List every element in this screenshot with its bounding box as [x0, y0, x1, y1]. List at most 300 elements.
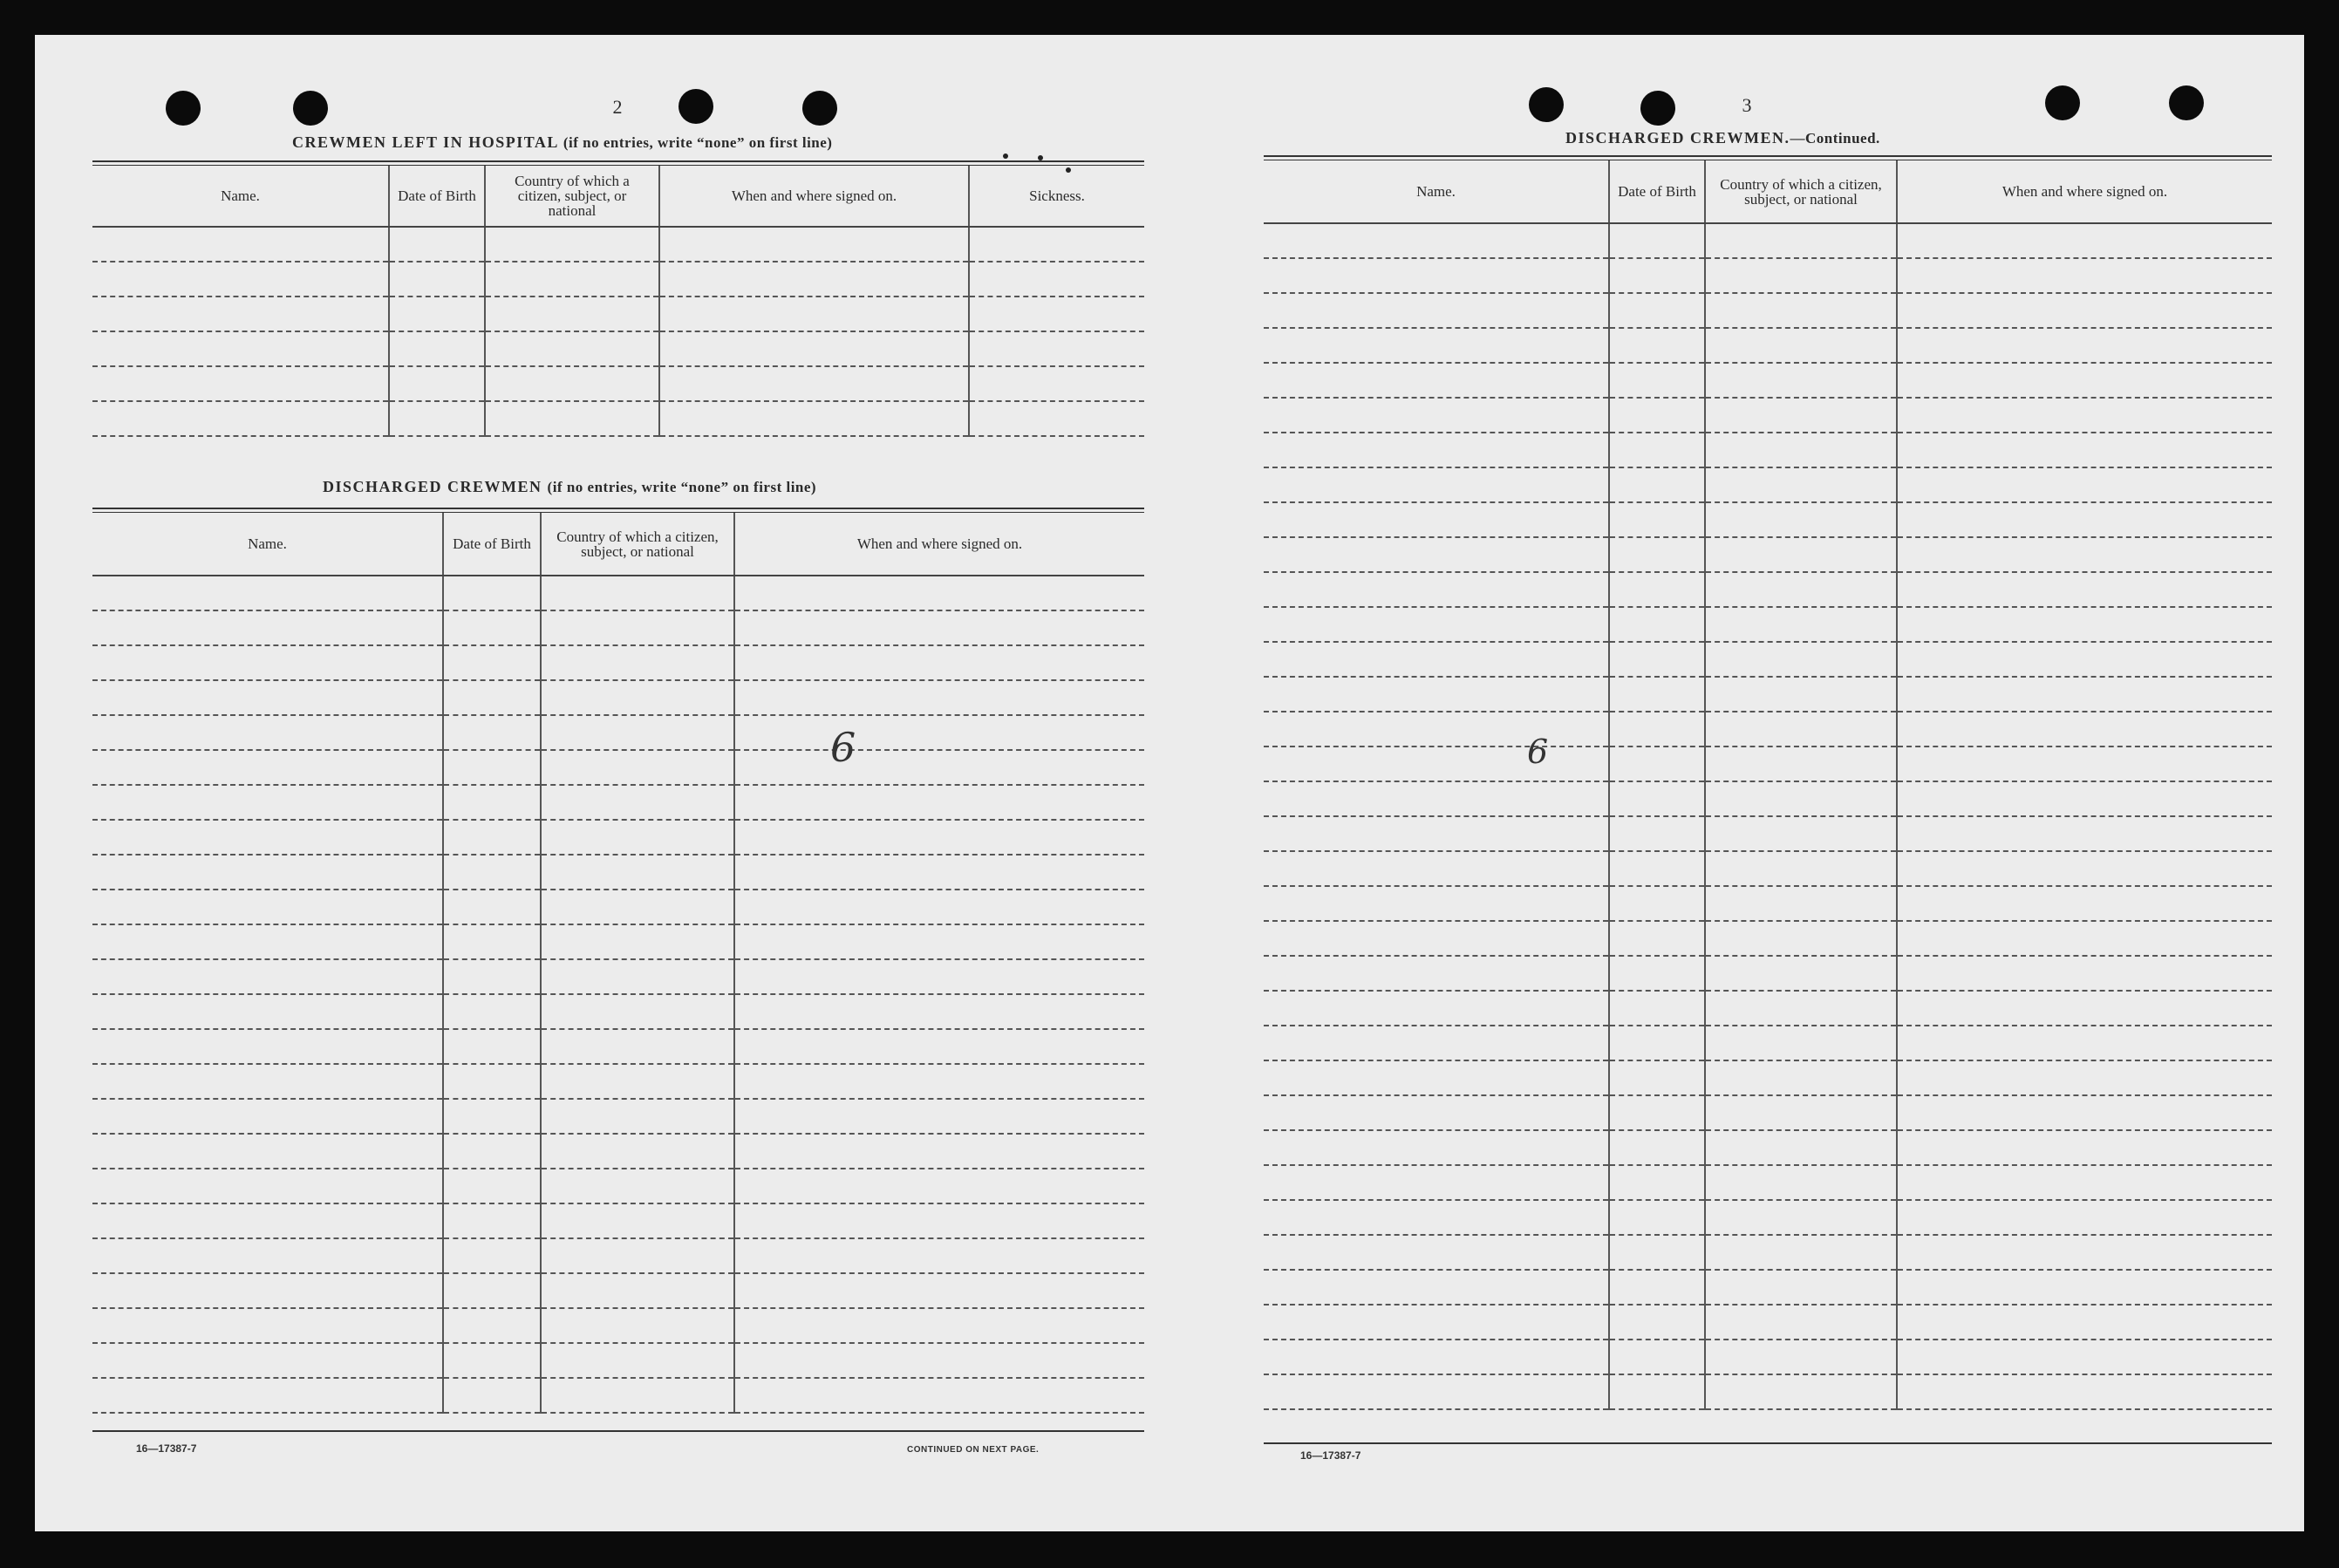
blank-entry-cell[interactable]: [1705, 1165, 1897, 1200]
blank-entry-cell[interactable]: [1705, 712, 1897, 747]
blank-entry-cell[interactable]: [1264, 1095, 1609, 1130]
blank-entry-cell[interactable]: [1897, 502, 2272, 537]
blank-entry-cell[interactable]: [1264, 956, 1609, 991]
blank-entry-row: [92, 820, 1144, 855]
blank-entry-cell[interactable]: [1264, 1060, 1609, 1095]
blank-entry-cell[interactable]: [1264, 747, 1609, 781]
blank-entry-cell[interactable]: [1264, 1130, 1609, 1165]
blank-entry-cell[interactable]: [1705, 1095, 1897, 1130]
blank-entry-cell[interactable]: [1705, 502, 1897, 537]
blank-entry-row: [92, 1343, 1144, 1378]
blank-entry-cell[interactable]: [734, 890, 1144, 924]
blank-entry-cell[interactable]: [485, 331, 659, 366]
blank-entry-cell[interactable]: [1609, 747, 1705, 781]
blank-entry-cell[interactable]: [1609, 223, 1705, 258]
blank-entry-cell[interactable]: [1609, 537, 1705, 572]
blank-entry-cell[interactable]: [1609, 712, 1705, 747]
blank-entry-row: [92, 610, 1144, 645]
hospital-section-title: [292, 133, 832, 152]
blank-entry-cell[interactable]: [1897, 747, 2272, 781]
blank-entry-cell[interactable]: [443, 820, 541, 855]
blank-entry-cell[interactable]: [1897, 642, 2272, 677]
blank-entry-cell[interactable]: [92, 890, 443, 924]
blank-entry-cell[interactable]: [1609, 781, 1705, 816]
blank-entry-cell[interactable]: [1705, 1305, 1897, 1340]
blank-entry-cell[interactable]: [969, 366, 1144, 401]
blank-entry-cell[interactable]: [1609, 1270, 1705, 1305]
blank-entry-cell[interactable]: [734, 1378, 1144, 1413]
blank-entry-cell[interactable]: [1705, 886, 1897, 921]
blank-entry-cell[interactable]: [92, 1238, 443, 1273]
blank-entry-cell[interactable]: [92, 1273, 443, 1308]
blank-entry-cell[interactable]: [443, 680, 541, 715]
blank-entry-cell[interactable]: [734, 959, 1144, 994]
blank-entry-cell[interactable]: [1609, 1060, 1705, 1095]
blank-entry-cell[interactable]: [92, 576, 443, 610]
blank-entry-cell[interactable]: [1264, 1305, 1609, 1340]
blank-entry-cell[interactable]: [443, 610, 541, 645]
blank-entry-cell[interactable]: [1705, 642, 1897, 677]
blank-entry-cell[interactable]: [734, 645, 1144, 680]
blank-entry-row: [1264, 1165, 2272, 1200]
blank-entry-cell[interactable]: [1897, 537, 2272, 572]
blank-entry-cell[interactable]: [1897, 712, 2272, 747]
blank-entry-cell[interactable]: [443, 994, 541, 1029]
blank-entry-cell[interactable]: [92, 994, 443, 1029]
punch-hole: [679, 89, 713, 124]
blank-entry-cell[interactable]: [541, 1203, 734, 1238]
blank-entry-cell[interactable]: [969, 297, 1144, 331]
blank-entry-cell[interactable]: [1264, 1165, 1609, 1200]
blank-entry-cell[interactable]: [1264, 572, 1609, 607]
blank-entry-cell[interactable]: [659, 297, 969, 331]
col-country: Country of which a citizen, subject, or national: [485, 166, 659, 227]
blank-entry-cell[interactable]: [659, 331, 969, 366]
blank-entry-cell[interactable]: [541, 1029, 734, 1064]
blank-entry-cell[interactable]: [1705, 398, 1897, 433]
blank-entry-cell[interactable]: [1897, 921, 2272, 956]
blank-entry-cell[interactable]: [92, 680, 443, 715]
col-name: Name.: [92, 166, 389, 227]
blank-entry-cell[interactable]: [389, 227, 485, 262]
blank-entry-cell[interactable]: [443, 1134, 541, 1169]
blank-entry-cell[interactable]: [541, 1064, 734, 1099]
blank-entry-cell[interactable]: [541, 1343, 734, 1378]
hospital-title-note: (if no entries, write “none” on first line): [563, 134, 833, 151]
blank-entry-cell[interactable]: [1705, 851, 1897, 886]
blank-entry-cell[interactable]: [1897, 293, 2272, 328]
blank-entry-cell[interactable]: [734, 715, 1144, 750]
blank-entry-cell[interactable]: [92, 855, 443, 890]
blank-entry-cell[interactable]: [734, 1064, 1144, 1099]
blank-entry-cell[interactable]: [1609, 398, 1705, 433]
blank-entry-cell[interactable]: [1609, 1374, 1705, 1409]
blank-entry-cell[interactable]: [443, 1169, 541, 1203]
blank-entry-cell[interactable]: [1705, 328, 1897, 363]
blank-entry-cell[interactable]: [1897, 467, 2272, 502]
blank-entry-cell[interactable]: [443, 576, 541, 610]
blank-entry-cell[interactable]: [92, 610, 443, 645]
blank-entry-cell[interactable]: [92, 262, 389, 297]
blank-entry-cell[interactable]: [485, 262, 659, 297]
blank-entry-cell[interactable]: [1264, 851, 1609, 886]
blank-entry-cell[interactable]: [541, 1099, 734, 1134]
blank-entry-cell[interactable]: [541, 715, 734, 750]
blank-entry-cell[interactable]: [1705, 433, 1897, 467]
blank-entry-cell[interactable]: [1705, 1340, 1897, 1374]
blank-entry-cell[interactable]: [1264, 712, 1609, 747]
blank-entry-cell[interactable]: [1609, 293, 1705, 328]
blank-entry-cell[interactable]: [389, 366, 485, 401]
blank-entry-cell[interactable]: [443, 785, 541, 820]
blank-entry-cell[interactable]: [1609, 467, 1705, 502]
continued-suffix: —Continued.: [1790, 130, 1880, 147]
blank-entry-cell[interactable]: [541, 820, 734, 855]
blank-entry-cell[interactable]: [1264, 433, 1609, 467]
hospital-table-body: [92, 227, 1144, 436]
blank-entry-row: [92, 1169, 1144, 1203]
blank-entry-cell[interactable]: [92, 785, 443, 820]
blank-entry-cell[interactable]: [541, 1273, 734, 1308]
blank-entry-cell[interactable]: [443, 1378, 541, 1413]
blank-entry-cell[interactable]: [1705, 1026, 1897, 1060]
blank-entry-cell[interactable]: [92, 1064, 443, 1099]
blank-entry-cell[interactable]: [1897, 1200, 2272, 1235]
blank-entry-row: [92, 785, 1144, 820]
blank-entry-cell[interactable]: [443, 715, 541, 750]
blank-entry-cell[interactable]: [1264, 502, 1609, 537]
blank-entry-cell[interactable]: [1897, 1340, 2272, 1374]
blank-entry-cell[interactable]: [541, 994, 734, 1029]
discharged-continued-title-text: DISCHARGED CREWMEN.: [1565, 129, 1790, 147]
blank-entry-cell[interactable]: [1705, 816, 1897, 851]
blank-entry-cell[interactable]: [659, 227, 969, 262]
blank-entry-cell[interactable]: [1897, 956, 2272, 991]
page-3: [1170, 35, 2304, 1531]
blank-entry-cell[interactable]: [1705, 607, 1897, 642]
hospital-title-text: CREWMEN LEFT IN HOSPITAL: [292, 133, 558, 151]
blank-entry-cell[interactable]: [1264, 1026, 1609, 1060]
blank-entry-cell[interactable]: [1609, 851, 1705, 886]
blank-entry-cell[interactable]: [1264, 1235, 1609, 1270]
punch-hole: [1640, 91, 1675, 126]
blank-entry-cell[interactable]: [443, 1029, 541, 1064]
blank-entry-cell[interactable]: [1705, 1270, 1897, 1305]
blank-entry-cell[interactable]: [1264, 258, 1609, 293]
page-2: [35, 35, 1170, 1531]
blank-entry-cell[interactable]: [1609, 607, 1705, 642]
blank-entry-cell[interactable]: [1897, 781, 2272, 816]
blank-entry-cell[interactable]: [92, 715, 443, 750]
blank-entry-cell[interactable]: [443, 750, 541, 785]
blank-entry-cell[interactable]: [1609, 816, 1705, 851]
blank-entry-cell[interactable]: [92, 1343, 443, 1378]
blank-entry-cell[interactable]: [1897, 258, 2272, 293]
blank-entry-cell[interactable]: [443, 1064, 541, 1099]
blank-entry-cell[interactable]: [1609, 1305, 1705, 1340]
blank-entry-cell[interactable]: [1705, 781, 1897, 816]
blank-entry-row: [1264, 712, 2272, 747]
blank-entry-cell[interactable]: [485, 227, 659, 262]
discharged-title-text: DISCHARGED CREWMEN: [323, 478, 542, 495]
blank-entry-cell[interactable]: [659, 262, 969, 297]
blank-entry-cell[interactable]: [541, 645, 734, 680]
blank-entry-cell[interactable]: [92, 1029, 443, 1064]
blank-entry-row: [1264, 607, 2272, 642]
blank-entry-cell[interactable]: [734, 576, 1144, 610]
blank-entry-cell[interactable]: [1705, 1235, 1897, 1270]
blank-entry-cell[interactable]: [1897, 851, 2272, 886]
blank-entry-cell[interactable]: [1705, 956, 1897, 991]
blank-entry-cell[interactable]: [734, 1273, 1144, 1308]
blank-entry-cell[interactable]: [1609, 1165, 1705, 1200]
blank-entry-row: [1264, 467, 2272, 502]
ink-speck: [1003, 153, 1008, 159]
blank-entry-cell[interactable]: [734, 680, 1144, 715]
blank-entry-row: [92, 576, 1144, 610]
blank-entry-cell[interactable]: [1705, 537, 1897, 572]
blank-entry-cell[interactable]: [1609, 363, 1705, 398]
blank-entry-cell[interactable]: [1264, 537, 1609, 572]
blank-entry-cell[interactable]: [734, 1029, 1144, 1064]
blank-entry-cell[interactable]: [92, 1378, 443, 1413]
blank-entry-cell[interactable]: [541, 750, 734, 785]
blank-entry-cell[interactable]: [1897, 433, 2272, 467]
blank-entry-cell[interactable]: [1609, 1200, 1705, 1235]
blank-entry-cell[interactable]: [541, 785, 734, 820]
blank-entry-cell[interactable]: [92, 227, 389, 262]
blank-entry-cell[interactable]: [1705, 223, 1897, 258]
blank-entry-cell[interactable]: [1609, 433, 1705, 467]
blank-entry-cell[interactable]: [1264, 991, 1609, 1026]
blank-entry-cell[interactable]: [1705, 1200, 1897, 1235]
blank-entry-cell[interactable]: [1705, 1374, 1897, 1409]
blank-entry-cell[interactable]: [1264, 1340, 1609, 1374]
blank-entry-cell[interactable]: [92, 401, 389, 436]
blank-entry-cell[interactable]: [1897, 677, 2272, 712]
blank-entry-cell[interactable]: [1264, 781, 1609, 816]
blank-entry-cell[interactable]: [734, 924, 1144, 959]
blank-entry-cell[interactable]: [541, 959, 734, 994]
blank-entry-cell[interactable]: [1264, 1270, 1609, 1305]
blank-entry-cell[interactable]: [1609, 502, 1705, 537]
blank-entry-cell[interactable]: [92, 1099, 443, 1134]
blank-entry-cell[interactable]: [541, 680, 734, 715]
blank-entry-cell[interactable]: [1897, 328, 2272, 363]
blank-entry-cell[interactable]: [1264, 467, 1609, 502]
blank-entry-row: [1264, 293, 2272, 328]
blank-entry-cell[interactable]: [443, 1238, 541, 1273]
blank-entry-cell[interactable]: [541, 610, 734, 645]
blank-entry-cell[interactable]: [734, 785, 1144, 820]
blank-entry-cell[interactable]: [1705, 1060, 1897, 1095]
blank-entry-row: [1264, 1235, 2272, 1270]
blank-entry-cell[interactable]: [734, 855, 1144, 890]
blank-entry-cell[interactable]: [1897, 1026, 2272, 1060]
blank-entry-cell[interactable]: [1609, 677, 1705, 712]
blank-entry-cell[interactable]: [443, 645, 541, 680]
blank-entry-cell[interactable]: [389, 401, 485, 436]
blank-entry-cell[interactable]: [92, 297, 389, 331]
blank-entry-cell[interactable]: [734, 820, 1144, 855]
blank-entry-cell[interactable]: [1705, 467, 1897, 502]
blank-entry-cell[interactable]: [1897, 886, 2272, 921]
blank-entry-cell[interactable]: [541, 576, 734, 610]
blank-entry-cell[interactable]: [92, 1203, 443, 1238]
blank-entry-cell[interactable]: [541, 855, 734, 890]
blank-entry-row: [92, 331, 1144, 366]
blank-entry-cell[interactable]: [443, 1099, 541, 1134]
blank-entry-cell[interactable]: [1897, 1374, 2272, 1409]
blank-entry-cell[interactable]: [1609, 1026, 1705, 1060]
blank-entry-cell[interactable]: [541, 1238, 734, 1273]
blank-entry-cell[interactable]: [1897, 991, 2272, 1026]
blank-entry-cell[interactable]: [1264, 1374, 1609, 1409]
blank-entry-cell[interactable]: [1609, 1340, 1705, 1374]
blank-entry-cell[interactable]: [969, 227, 1144, 262]
blank-entry-cell[interactable]: [1264, 816, 1609, 851]
blank-entry-cell[interactable]: [1609, 1235, 1705, 1270]
blank-entry-cell[interactable]: [969, 262, 1144, 297]
blank-entry-cell[interactable]: [1897, 1130, 2272, 1165]
blank-entry-cell[interactable]: [1264, 642, 1609, 677]
blank-entry-cell[interactable]: [1609, 956, 1705, 991]
blank-entry-cell[interactable]: [485, 401, 659, 436]
blank-entry-cell[interactable]: [1609, 642, 1705, 677]
continued-note: CONTINUED ON NEXT PAGE.: [907, 1445, 1040, 1455]
blank-entry-cell[interactable]: [1705, 363, 1897, 398]
col-signed-on: When and where signed on.: [659, 166, 969, 227]
blank-entry-cell[interactable]: [92, 1308, 443, 1343]
blank-entry-cell[interactable]: [443, 890, 541, 924]
blank-entry-cell[interactable]: [92, 924, 443, 959]
blank-entry-cell[interactable]: [1264, 607, 1609, 642]
blank-entry-cell[interactable]: [1705, 1130, 1897, 1165]
blank-entry-row: [92, 645, 1144, 680]
blank-entry-cell[interactable]: [1609, 1095, 1705, 1130]
blank-entry-cell[interactable]: [1897, 1095, 2272, 1130]
blank-entry-cell[interactable]: [1264, 677, 1609, 712]
blank-entry-cell[interactable]: [485, 366, 659, 401]
blank-entry-cell[interactable]: [389, 262, 485, 297]
blank-entry-cell[interactable]: [92, 1169, 443, 1203]
blank-entry-cell[interactable]: [1264, 886, 1609, 921]
blank-entry-cell[interactable]: [1705, 921, 1897, 956]
blank-entry-cell[interactable]: [92, 645, 443, 680]
discharged-section-title: [323, 478, 816, 496]
blank-entry-cell[interactable]: [92, 750, 443, 785]
blank-entry-cell[interactable]: [92, 1134, 443, 1169]
blank-entry-cell[interactable]: [659, 401, 969, 436]
blank-entry-cell[interactable]: [1705, 747, 1897, 781]
blank-entry-cell[interactable]: [734, 1099, 1144, 1134]
blank-entry-cell[interactable]: [1897, 1060, 2272, 1095]
blank-entry-cell[interactable]: [541, 890, 734, 924]
blank-entry-cell[interactable]: [1705, 677, 1897, 712]
blank-entry-cell[interactable]: [1897, 816, 2272, 851]
blank-entry-cell[interactable]: [734, 750, 1144, 785]
blank-entry-cell[interactable]: [734, 610, 1144, 645]
blank-entry-cell[interactable]: [734, 1343, 1144, 1378]
blank-entry-cell[interactable]: [734, 1169, 1144, 1203]
blank-entry-cell[interactable]: [734, 994, 1144, 1029]
blank-entry-cell[interactable]: [443, 924, 541, 959]
blank-entry-row: [1264, 747, 2272, 781]
blank-entry-cell[interactable]: [92, 331, 389, 366]
form-code: 16—17387-7: [136, 1442, 197, 1455]
blank-entry-cell[interactable]: [1705, 258, 1897, 293]
blank-entry-cell[interactable]: [389, 331, 485, 366]
blank-entry-cell[interactable]: [541, 1308, 734, 1343]
blank-entry-row: [1264, 886, 2272, 921]
blank-entry-cell[interactable]: [1609, 1130, 1705, 1165]
blank-entry-cell[interactable]: [1264, 921, 1609, 956]
blank-entry-cell[interactable]: [1609, 328, 1705, 363]
blank-entry-cell[interactable]: [1897, 398, 2272, 433]
blank-entry-cell[interactable]: [92, 366, 389, 401]
discharged-table-body: [92, 576, 1144, 1413]
blank-entry-cell[interactable]: [1897, 607, 2272, 642]
blank-entry-cell[interactable]: [443, 855, 541, 890]
blank-entry-cell[interactable]: [1897, 1270, 2272, 1305]
blank-entry-cell[interactable]: [1609, 921, 1705, 956]
blank-entry-cell[interactable]: [443, 1343, 541, 1378]
blank-entry-cell[interactable]: [443, 1308, 541, 1343]
blank-entry-cell[interactable]: [734, 1238, 1144, 1273]
blank-entry-cell[interactable]: [734, 1203, 1144, 1238]
blank-entry-cell[interactable]: [541, 924, 734, 959]
blank-entry-cell[interactable]: [443, 959, 541, 994]
blank-entry-cell[interactable]: [1897, 1165, 2272, 1200]
blank-entry-cell[interactable]: [1609, 572, 1705, 607]
blank-entry-cell[interactable]: [541, 1378, 734, 1413]
blank-entry-cell[interactable]: [1609, 258, 1705, 293]
blank-entry-cell[interactable]: [1264, 363, 1609, 398]
blank-entry-cell[interactable]: [1264, 1200, 1609, 1235]
blank-entry-cell[interactable]: [92, 959, 443, 994]
blank-entry-cell[interactable]: [734, 1308, 1144, 1343]
blank-entry-cell[interactable]: [1705, 991, 1897, 1026]
blank-entry-cell[interactable]: [1897, 1305, 2272, 1340]
blank-entry-cell[interactable]: [1897, 223, 2272, 258]
blank-entry-cell[interactable]: [1264, 328, 1609, 363]
blank-entry-cell[interactable]: [969, 401, 1144, 436]
blank-entry-cell[interactable]: [1897, 572, 2272, 607]
blank-entry-cell[interactable]: [1705, 572, 1897, 607]
blank-entry-cell[interactable]: [1897, 363, 2272, 398]
blank-entry-cell[interactable]: [969, 331, 1144, 366]
blank-entry-cell[interactable]: [541, 1169, 734, 1203]
blank-entry-cell[interactable]: [443, 1273, 541, 1308]
blank-entry-cell[interactable]: [485, 297, 659, 331]
blank-entry-cell[interactable]: [541, 1134, 734, 1169]
blank-entry-cell[interactable]: [443, 1203, 541, 1238]
blank-entry-cell[interactable]: [1264, 398, 1609, 433]
blank-entry-cell[interactable]: [1264, 223, 1609, 258]
blank-entry-cell[interactable]: [389, 297, 485, 331]
blank-entry-cell[interactable]: [92, 820, 443, 855]
blank-entry-row: [1264, 363, 2272, 398]
blank-entry-cell[interactable]: [1609, 886, 1705, 921]
blank-entry-cell[interactable]: [659, 366, 969, 401]
blank-entry-cell[interactable]: [1609, 991, 1705, 1026]
page-number: 2: [612, 96, 623, 118]
punch-hole: [166, 91, 201, 126]
blank-entry-cell[interactable]: [1705, 293, 1897, 328]
blank-entry-cell[interactable]: [734, 1134, 1144, 1169]
blank-entry-cell[interactable]: [1264, 293, 1609, 328]
blank-entry-cell[interactable]: [1897, 1235, 2272, 1270]
